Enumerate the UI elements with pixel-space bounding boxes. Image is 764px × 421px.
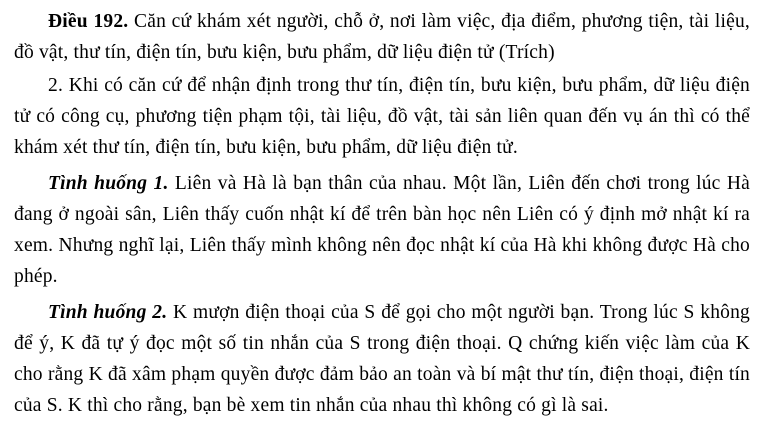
clause-2-text: 2. Khi có căn cứ để nhận định trong thư tín, điện tín, bưu kiện, bưu phẩm, dữ liệu điện tử có công cụ, phương tiện phạm tội, tài liệu, đồ vật, tài sản liên quan đến vụ án thì có thể khám xét thư tín, điện tín, bưu kiện, bưu phẩm, dữ liệu điện tử. [14, 75, 750, 158]
paragraph-situation-1 [14, 168, 750, 292]
article-192-text: Căn cứ khám xét người, chỗ ở, nơi làm việc, địa điểm, phương tiện, tài liệu, đồ vật, thư tín, điện tín, bưu kiện, bưu phẩm, dữ liệu điện tử (Trích) [14, 11, 750, 63]
situation-1-label: Tình huống 1. [48, 173, 169, 194]
situation-2-text: K mượn điện thoại của S để gọi cho một người bạn. Trong lúc S không để ý, K đã tự ý đọc một số tin nhắn của S trong điện thoại. Q chứng kiến việc làm của K cho rằng K đã xâm phạm quyền được đảm bảo an toàn và bí mật thư tín, điện thoại, điện tín của S. K thì cho rằng, bạn bè xem tin nhắn của nhau thì không có gì là sai. [14, 302, 750, 416]
situation-2-label: Tình huống 2. [48, 302, 168, 323]
article-number-label: Điều 192. [48, 11, 129, 32]
paragraph-clause-2 [14, 70, 750, 163]
paragraph-article-192 [14, 6, 750, 68]
paragraph-situation-2 [14, 297, 750, 421]
situation-1-text: Liên và Hà là bạn thân của nhau. Một lần, Liên đến chơi trong lúc Hà đang ở ngoài sân, Liên thấy cuốn nhật kí để trên bàn học nên Liên có ý định mở nhật kí ra xem. Nhưng nghĩ lại, Liên thấy mình không nên đọc nhật kí của Hà khi không được Hà cho phép. [14, 173, 751, 287]
